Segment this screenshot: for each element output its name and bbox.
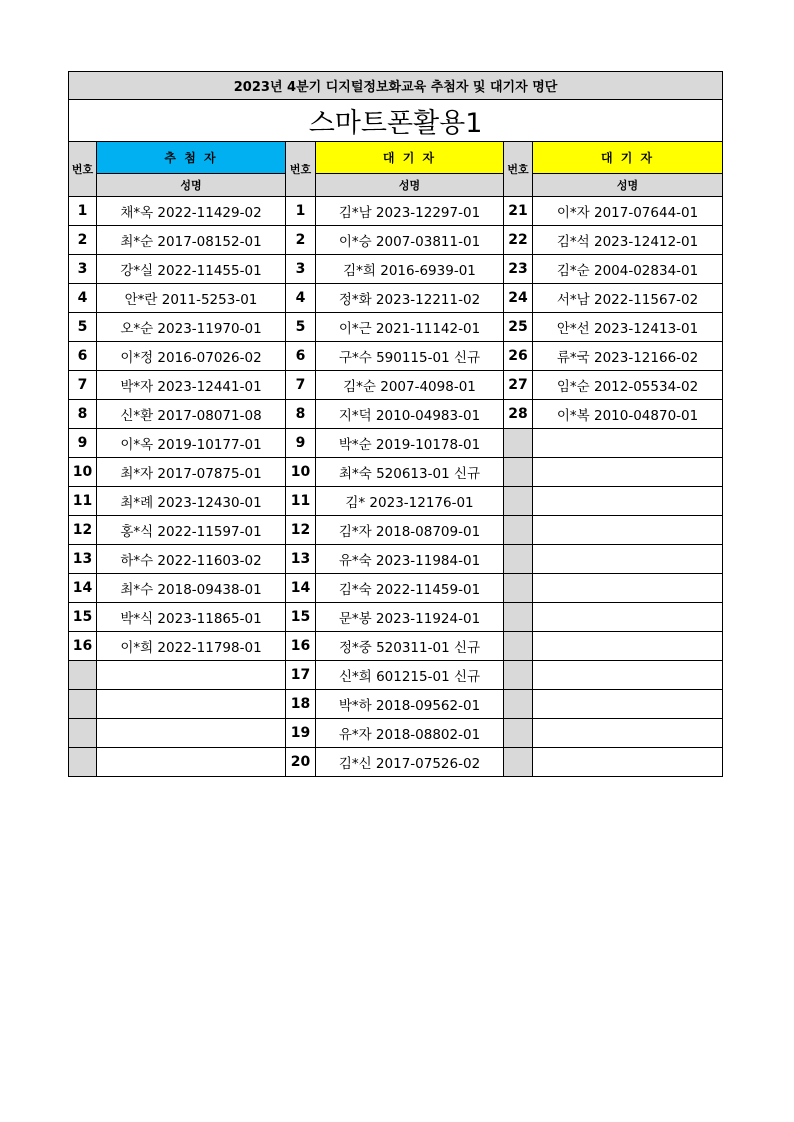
table-row — [69, 400, 723, 429]
waitlist-name: 신*희 601215-01 신규 — [316, 661, 504, 690]
waitlist-number: 19 — [286, 719, 316, 748]
selected-name: 강*실 2022-11455-01 — [97, 255, 286, 284]
selected-number: 11 — [69, 487, 97, 516]
waitlist-number: 5 — [286, 313, 316, 342]
table-row — [69, 545, 723, 574]
table-row — [69, 487, 723, 516]
waitlist-name: 구*수 590115-01 신규 — [316, 342, 504, 371]
selected-name: 이*정 2016-07026-02 — [97, 342, 286, 371]
table-row — [69, 748, 723, 777]
waitlist2-empty-number-cell — [504, 487, 533, 516]
waitlist2-empty-name-cell — [533, 545, 723, 574]
waitlist-name: 박*하 2018-09562-01 — [316, 690, 504, 719]
waitlist-number: 8 — [286, 400, 316, 429]
waitlist-name-subheader: 성명 — [316, 174, 504, 197]
waitlist-name: 정*중 520311-01 신규 — [316, 632, 504, 661]
waitlist2-number: 21 — [504, 197, 533, 226]
waitlist2-empty-number-cell — [504, 632, 533, 661]
table-row — [69, 603, 723, 632]
waitlist2-empty-name-cell — [533, 690, 723, 719]
waitlist2-empty-number-cell — [504, 458, 533, 487]
selected-number: 2 — [69, 226, 97, 255]
waitlist2-name: 이*복 2010-04870-01 — [533, 400, 723, 429]
waitlist2-name-subheader: 성명 — [533, 174, 723, 197]
selected-name: 최*자 2017-07875-01 — [97, 458, 286, 487]
selected-name: 안*란 2011-5253-01 — [97, 284, 286, 313]
waitlist-number: 9 — [286, 429, 316, 458]
waitlist2-empty-name-cell — [533, 458, 723, 487]
waitlist2-number: 25 — [504, 313, 533, 342]
waitlist2-empty-number-cell — [504, 690, 533, 719]
waitlist2-empty-name-cell — [533, 748, 723, 777]
selected-number: 12 — [69, 516, 97, 545]
selected-number: 1 — [69, 197, 97, 226]
selected-name: 박*자 2023-12441-01 — [97, 371, 286, 400]
selected-name: 박*식 2023-11865-01 — [97, 603, 286, 632]
selected-number: 13 — [69, 545, 97, 574]
waitlist-number: 3 — [286, 255, 316, 284]
num-header-selected: 번호 — [69, 142, 97, 197]
waitlist-number: 12 — [286, 516, 316, 545]
selected-number: 4 — [69, 284, 97, 313]
waitlist-name: 김*희 2016-6939-01 — [316, 255, 504, 284]
waitlist-number: 18 — [286, 690, 316, 719]
waitlist-name: 유*숙 2023-11984-01 — [316, 545, 504, 574]
waitlist-number: 11 — [286, 487, 316, 516]
document-title: 2023년 4분기 디지털정보화교육 추첨자 및 대기자 명단 — [69, 72, 723, 100]
roster-table — [68, 71, 723, 777]
waitlist2-name: 김*순 2004-02834-01 — [533, 255, 723, 284]
waitlist2-empty-number-cell — [504, 574, 533, 603]
selected-empty-number-cell — [69, 690, 97, 719]
waitlist-name: 박*순 2019-10178-01 — [316, 429, 504, 458]
waitlist2-empty-number-cell — [504, 429, 533, 458]
waitlist-header: 대 기 자 — [316, 142, 504, 174]
waitlist-number: 6 — [286, 342, 316, 371]
selected-number: 14 — [69, 574, 97, 603]
waitlist2-number: 26 — [504, 342, 533, 371]
waitlist2-number: 23 — [504, 255, 533, 284]
waitlist2-header: 대 기 자 — [533, 142, 723, 174]
waitlist-number: 7 — [286, 371, 316, 400]
waitlist2-empty-name-cell — [533, 429, 723, 458]
table-row — [69, 458, 723, 487]
waitlist-name: 지*덕 2010-04983-01 — [316, 400, 504, 429]
selected-name: 신*환 2017-08071-08 — [97, 400, 286, 429]
selected-name-subheader: 성명 — [97, 174, 286, 197]
waitlist2-empty-number-cell — [504, 719, 533, 748]
waitlist-number: 15 — [286, 603, 316, 632]
table-row — [69, 429, 723, 458]
table-row — [69, 284, 723, 313]
waitlist2-name: 류*국 2023-12166-02 — [533, 342, 723, 371]
selected-number: 16 — [69, 632, 97, 661]
selected-empty-name-cell — [97, 690, 286, 719]
waitlist2-empty-name-cell — [533, 661, 723, 690]
waitlist2-empty-name-cell — [533, 516, 723, 545]
selected-name: 최*례 2023-12430-01 — [97, 487, 286, 516]
selected-number: 8 — [69, 400, 97, 429]
waitlist2-name: 김*석 2023-12412-01 — [533, 226, 723, 255]
waitlist2-empty-number-cell — [504, 516, 533, 545]
waitlist2-empty-name-cell — [533, 719, 723, 748]
course-title: 스마트폰활용1 — [69, 100, 723, 142]
waitlist-number: 16 — [286, 632, 316, 661]
selected-name: 오*순 2023-11970-01 — [97, 313, 286, 342]
table-row — [69, 661, 723, 690]
selected-empty-number-cell — [69, 661, 97, 690]
table-row — [69, 516, 723, 545]
selected-name: 최*순 2017-08152-01 — [97, 226, 286, 255]
waitlist-number: 1 — [286, 197, 316, 226]
waitlist-name: 김*남 2023-12297-01 — [316, 197, 504, 226]
selected-empty-name-cell — [97, 719, 286, 748]
waitlist-number: 13 — [286, 545, 316, 574]
waitlist2-number: 27 — [504, 371, 533, 400]
waitlist2-name: 안*선 2023-12413-01 — [533, 313, 723, 342]
waitlist-number: 17 — [286, 661, 316, 690]
table-row — [69, 632, 723, 661]
waitlist2-number: 24 — [504, 284, 533, 313]
table-row — [69, 342, 723, 371]
waitlist-name: 김* 2023-12176-01 — [316, 487, 504, 516]
waitlist2-empty-name-cell — [533, 574, 723, 603]
waitlist-number: 14 — [286, 574, 316, 603]
waitlist-name: 김*자 2018-08709-01 — [316, 516, 504, 545]
waitlist-name: 이*승 2007-03811-01 — [316, 226, 504, 255]
selected-number: 3 — [69, 255, 97, 284]
table-row — [69, 371, 723, 400]
waitlist2-empty-number-cell — [504, 603, 533, 632]
table-row — [69, 255, 723, 284]
selected-number: 7 — [69, 371, 97, 400]
table-row — [69, 690, 723, 719]
num-header-waitlist2: 번호 — [504, 142, 533, 197]
selected-name: 이*옥 2019-10177-01 — [97, 429, 286, 458]
selected-number: 6 — [69, 342, 97, 371]
waitlist2-name: 서*남 2022-11567-02 — [533, 284, 723, 313]
waitlist2-empty-number-cell — [504, 661, 533, 690]
selected-empty-name-cell — [97, 748, 286, 777]
selected-number: 9 — [69, 429, 97, 458]
waitlist-name: 이*근 2021-11142-01 — [316, 313, 504, 342]
table-row — [69, 226, 723, 255]
selected-number: 10 — [69, 458, 97, 487]
selected-header: 추 첨 자 — [97, 142, 286, 174]
selected-empty-name-cell — [97, 661, 286, 690]
waitlist-name: 문*봉 2023-11924-01 — [316, 603, 504, 632]
waitlist-number: 20 — [286, 748, 316, 777]
waitlist-name: 최*숙 520613-01 신규 — [316, 458, 504, 487]
table-row — [69, 313, 723, 342]
waitlist2-empty-number-cell — [504, 545, 533, 574]
selected-number: 5 — [69, 313, 97, 342]
waitlist-name: 김*숙 2022-11459-01 — [316, 574, 504, 603]
selected-empty-number-cell — [69, 719, 97, 748]
waitlist-name: 김*신 2017-07526-02 — [316, 748, 504, 777]
waitlist-number: 4 — [286, 284, 316, 313]
waitlist-number: 2 — [286, 226, 316, 255]
selected-name: 최*수 2018-09438-01 — [97, 574, 286, 603]
table-row — [69, 574, 723, 603]
selected-name: 하*수 2022-11603-02 — [97, 545, 286, 574]
selected-name: 이*희 2022-11798-01 — [97, 632, 286, 661]
waitlist-name: 김*순 2007-4098-01 — [316, 371, 504, 400]
waitlist-number: 10 — [286, 458, 316, 487]
waitlist2-empty-number-cell — [504, 748, 533, 777]
num-header-waitlist: 번호 — [286, 142, 316, 197]
waitlist-name: 유*자 2018-08802-01 — [316, 719, 504, 748]
selected-empty-number-cell — [69, 748, 97, 777]
selected-name: 홍*식 2022-11597-01 — [97, 516, 286, 545]
waitlist2-name: 임*순 2012-05534-02 — [533, 371, 723, 400]
selected-name: 채*옥 2022-11429-02 — [97, 197, 286, 226]
waitlist2-number: 28 — [504, 400, 533, 429]
waitlist-name: 정*화 2023-12211-02 — [316, 284, 504, 313]
waitlist2-empty-name-cell — [533, 487, 723, 516]
waitlist2-empty-name-cell — [533, 632, 723, 661]
selected-number: 15 — [69, 603, 97, 632]
waitlist2-number: 22 — [504, 226, 533, 255]
table-row — [69, 719, 723, 748]
table-row — [69, 197, 723, 226]
waitlist2-empty-name-cell — [533, 603, 723, 632]
waitlist2-name: 이*자 2017-07644-01 — [533, 197, 723, 226]
